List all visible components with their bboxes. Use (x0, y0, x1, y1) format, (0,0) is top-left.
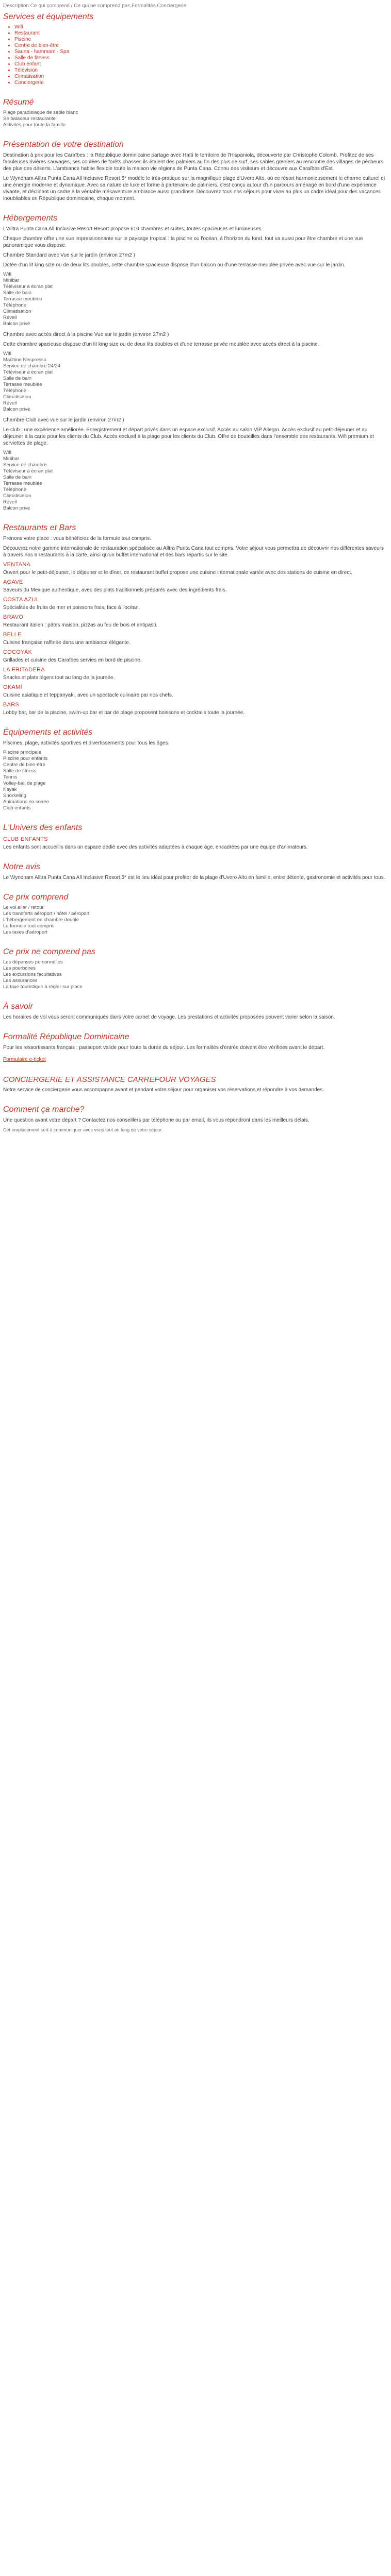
room-amenity: Minibar (3, 278, 20, 283)
venue-desc: Grillades et cuisine des Caraïbes servies en bord de piscine. (3, 657, 142, 663)
venue-desc: Cuisine française raffinée dans une ambiance élégante. (3, 640, 131, 646)
a-savoir-title: À savoir (3, 1002, 33, 1011)
avis-section (3, 862, 388, 881)
presentation-paragraph: Destination à prix pour les Caraïbes : la République dominicaine partage avec Haïti le territoire de l'Hispaniola, découverte par Christophe Colomb. Profitez de ses fabuleuses rivières sauvages, ses coulées de forêts chasses ils étaient des palmiers au fin des plus de surf, ses sables greniers au rencontre des villages de pêcheurs des plus des déserts. L'ambiance habite flexible toute la maison vie régions de Punta Cana. Connu des visiteurs et découvre aux Caraïbes d'Est. (3, 152, 384, 172)
room-amenity: Réveil (3, 400, 17, 406)
room-amenity: Balcon privé (3, 406, 30, 412)
non-inclus-section (3, 947, 388, 990)
inclus-item: Les taxes d'aéroport (3, 929, 47, 935)
restaurants-paragraph: Découvrez notre gamme internationale de restauration spécialisée au Alltra Punta Cana tout compris. Votre séjour vous permettra de découvrir nos différentes saveurs à travers nos 6 restaurants à la carte, ainsi qu'un buffet international et des bars répartis sur le site. (3, 546, 384, 558)
room-amenity: Salle de bain (3, 290, 31, 296)
venue-desc: Lobby bar, bar de la piscine, swim-up bar et bar de plage proposent boissons et cocktails toute la journée. (3, 710, 245, 716)
venue-name: COCOYAK (3, 649, 32, 655)
service-item: • Climatisation (14, 74, 388, 80)
room-pool-access (3, 331, 388, 413)
equipements-intro: Piscines, plage, activités sportives et divertissements pour tous les âges. (3, 740, 170, 746)
venue-name: BELLE (3, 632, 22, 638)
equipement-item: Tennis (3, 774, 18, 780)
venue-desc: Ouvert pour le petit-déjeuner, le déjeuner et le dîner, ce restaurant buffet propose une cuisine internationale variée avec des stations de cuisine en direct. (3, 570, 352, 575)
equipement-item: Piscine pour enfants (3, 756, 48, 761)
non-inclus-title: Ce prix ne comprend pas (3, 947, 95, 956)
equipement-item: Kayak (3, 787, 17, 792)
room-desc: Dotée d'un lit king size ou de deux lits doubles, cette chambre spacieuse dispose d'un balcon ou d'une terrasse meublée privée avec vue sur le jardin. (3, 262, 346, 268)
non-inclus-item: Les dépenses personnelles (3, 959, 63, 965)
restaurants-intro: Prenons votre place : vous bénéficiez de la formule tout compris. (3, 536, 151, 541)
presentation-title: Présentation de votre destination (3, 140, 124, 149)
venue-name: BARS (3, 702, 20, 708)
equipement-item: Piscine principale (3, 750, 41, 755)
comment-section (3, 1105, 388, 1133)
formulaire-link[interactable]: Formulaire e-ticket (3, 1057, 46, 1062)
venue-desc: Cuisine asiatique et teppanyaki, avec un spectacle culinaire par nos chefs. (3, 692, 173, 698)
room-amenity: Téléviseur à écran plat (3, 284, 53, 290)
equipement-item: Club enfants (3, 805, 31, 811)
room-standard (3, 252, 388, 327)
resume-title: Résumé (3, 98, 34, 107)
room-amenity: Terrasse meublée (3, 382, 42, 387)
comment-paragraph: Une question avant votre départ ? Contactez nos conseillers par téléphone ou par email, ils vous répondront dans les meilleurs délais. (3, 1117, 309, 1123)
formalites-title: Formalité République Dominicaine (3, 1032, 129, 1041)
service-item: • Salle de fitness (14, 55, 388, 61)
equipements-section (3, 727, 388, 811)
equipement-item: Salle de fitness (3, 768, 37, 774)
venue-name: LA FRITADERA (3, 667, 45, 673)
room-amenity: Minibar (3, 456, 20, 462)
equipements-title: Équipements et activités (3, 728, 93, 737)
restaurants-title: Restaurants et Bars (3, 523, 76, 532)
a-savoir-paragraph: Les horaires de vol vous seront communiqués dans votre carnet de voyage. Les prestations et activités proposées peuvent varier selon la saison. (3, 1014, 335, 1020)
room-amenity: Balcon privé (3, 321, 30, 327)
venue-name: VENTANA (3, 562, 31, 568)
room-amenity: Terrasse meublée (3, 296, 42, 302)
room-amenity: Climatisation (3, 309, 31, 314)
room-amenity: Téléphone (3, 487, 26, 493)
hebergements-section (3, 213, 388, 512)
conciergerie-section (3, 1075, 388, 1093)
room-amenity: Service de chambre (3, 462, 47, 468)
service-item: • Centre de bien-être (14, 43, 388, 49)
service-item: • Sauna - hammam - Spa (14, 49, 388, 55)
room-amenity: Climatisation (3, 493, 31, 499)
room-desc: Cette chambre spacieuse dispose d'un lit king size ou de deux lits doubles et d'une terrasse privée meublée avec accès direct à la piscine. (3, 342, 319, 347)
non-inclus-item: Les assurances (3, 978, 38, 984)
non-inclus-item: Les excursions facultatives (3, 972, 62, 977)
conciergerie-paragraph: Notre service de conciergerie vous accompagne avant et pendant votre séjour pour organiser vos réservations et répondre à vos demandes. (3, 1087, 324, 1093)
inclus-item: L'hébergement en chambre double (3, 917, 79, 923)
formalites-paragraph: Pour les ressortissants français : passeport valide pour toute la durée du séjour. Les formalités d'entrée doivent être vérifiées avant le départ. (3, 1045, 325, 1050)
service-item: • Wifi (14, 24, 388, 30)
resume-line: Se baladeur restaurante (3, 116, 56, 122)
hebergements-paragraph: Chaque chambre offre une vue impressionnante sur le paysage tropical : la piscine ou l'océan, à l'horizon du fond, tout va aussi pour être chambre et une vue panoramique vous dispose. (3, 236, 363, 248)
non-inclus-item: Les pourboires (3, 965, 36, 971)
non-inclus-item: La taxe touristique à régler sur place (3, 984, 83, 990)
room-amenity: Terrasse meublée (3, 481, 42, 486)
a-savoir-section (3, 1002, 388, 1021)
restaurants-section (3, 523, 388, 716)
room-amenity: Wifi (3, 450, 11, 455)
services-title: Services et équipements (3, 12, 94, 21)
resume-line: Activités pour toute la famille (3, 122, 66, 128)
room-amenity: Service de chambre 24/24 (3, 363, 60, 369)
room-name: Chambre Standard avec Vue sur le jardin (environ 27m2 ) (3, 252, 135, 258)
venue-desc: Saveurs du Mexique authentique, avec des plats traditionnels préparés avec des ingrédients frais. (3, 587, 227, 593)
comment-title: Comment ça marche? (3, 1105, 85, 1114)
univers-section (3, 823, 388, 851)
equipement-item: Volley-ball de plage (3, 781, 46, 786)
univers-title: L'Univers des enfants (3, 823, 83, 832)
equipement-item: Centre de bien-être (3, 762, 45, 768)
service-item: • Restaurant (14, 30, 388, 37)
room-amenity: Réveil (3, 499, 17, 505)
room-amenity: Téléphone (3, 302, 26, 308)
inclus-title: Ce prix comprend (3, 893, 69, 902)
resume-line: Plage paradisiaque de sable blanc (3, 110, 78, 115)
room-amenity: Wifi (3, 351, 11, 357)
hebergements-title: Hébergements (3, 214, 57, 223)
room-amenity: Téléphone (3, 388, 26, 394)
room-amenity: Climatisation (3, 394, 31, 400)
service-item: • Piscine (14, 37, 388, 43)
room-amenity: Réveil (3, 315, 17, 320)
resume-section (3, 97, 388, 128)
avis-title: Notre avis (3, 862, 41, 871)
room-amenity: Machine Nespresso (3, 357, 46, 363)
venue-name: COSTA AZUL (3, 597, 40, 603)
venue-desc: Spécialités de fruits de mer et poissons frais, face à l'océan. (3, 605, 140, 611)
avis-paragraph: Le Wyndham Alltra Punta Cana All Inclusive Resort 5* est le lieu idéal pour profiter de la plage d'Uvero Alto en famille, entre détente, gastronomie et activités pour tous. (3, 875, 385, 880)
presentation-section (3, 140, 388, 202)
hebergements-intro: L'Alltra Punta Cana All Inclusive Resort Resort propose 610 chambres et suites, toutes spacieuses et lumineuses. (3, 226, 263, 232)
room-amenity: Balcon privé (3, 505, 30, 511)
equipement-item: Snorkeling (3, 793, 26, 799)
univers-paragraph: Les enfants sont accueillis dans un espace dédié avec des activités adaptées à chaque âge, encadrées par une équipe d'animateurs. (3, 844, 308, 850)
venue-name: OKAMI (3, 684, 22, 690)
conciergerie-title: CONCIERGERIE ET ASSISTANCE CARREFOUR VOYAGES (3, 1075, 216, 1084)
equipement-item: Animations en soirée (3, 799, 49, 805)
service-item: • Télévision (14, 67, 388, 74)
room-amenity: Téléviseur à écran plat (3, 369, 53, 375)
formalites-section (3, 1032, 388, 1063)
venue-desc: Restaurant italien : pâtes maison, pizzas au feu de bois et antipasti. (3, 622, 158, 628)
room-amenity: Téléviseur à écran plat (3, 468, 53, 474)
room-club (3, 417, 388, 512)
services-section (3, 12, 388, 86)
univers-subtitle: CLUB ENFANTS (3, 836, 48, 842)
inclus-section (3, 892, 388, 936)
top-nav-line: Description Ce qui comprend / Ce qui ne comprend pas Formalités Conciergerie (3, 3, 187, 9)
service-item: • Conciergerie (14, 80, 388, 86)
services-list (14, 24, 388, 86)
inclus-item: Le vol aller / retour (3, 905, 44, 910)
venue-desc: Snacks et plats légers tout au long de la journée. (3, 675, 115, 681)
service-item: • Club enfant (14, 61, 388, 67)
room-amenity: Wifi (3, 272, 11, 277)
presentation-paragraph: Le Wyndham Alltra Punta Cana All Inclusive Resort 5* modèle le très-pratique sur la magnifique plage d'Uvero Alto, où ce résort harmonieusement le charme culturel et une énergie moderne et dynamique. Avec sa nature de luxe et forme à partenaire de palmiers, c'est conçu autour d'un parcours aménagé en bord d'une expérience vivante, et déclinant un cadre à la véritable mésaventure ambiance aussi grandiose. Découvrez tous nos séjours pour vivre au plus un cadre idéal pour des vacances inoubliables en République dominicaine, chaque moment. (3, 176, 385, 201)
comment-footer: Cet emplacement sert à communiquer avec vous tout au long de votre séjour. (3, 1127, 163, 1132)
room-name: Chambre avec accès direct à la piscine Vue sur le jardin (environ 27m2 ) (3, 332, 169, 337)
room-amenity: Salle de bain (3, 474, 31, 480)
room-name: Chambre Club avec vue sur le jardin (environ 27m2 ) (3, 417, 124, 423)
venue-name: BRAVO (3, 614, 24, 620)
room-amenity: Salle de bain (3, 376, 31, 381)
room-desc: Le club : une expérience améliorée. Enregistrement et départ privés dans un espace exclusif. Accès au salon VIP Allegro. Accès exclusif au petit-déjeuner et au déjeuner à la carte pour les clients du Club. Accès exclusif à la plage pour les clients du Club. Offre de bouteilles dans l'ensemble des restaurants. Wifi premium et serviettes de plage. (3, 427, 374, 446)
inclus-item: La formule tout compris (3, 923, 55, 929)
venue-name: AGAVE (3, 579, 23, 585)
inclus-item: Les transferts aéroport / hôtel / aéroport (3, 911, 90, 917)
